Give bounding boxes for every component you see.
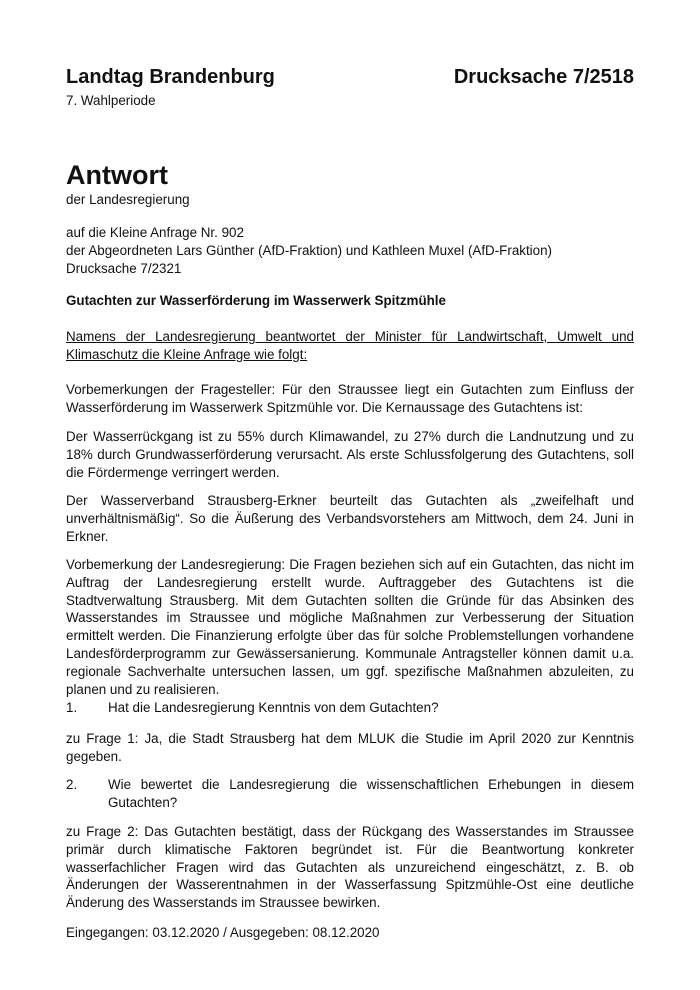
question-1 — [66, 699, 634, 717]
question-text: Hat die Landesregierung Kenntnis von dem Gutachten? — [108, 700, 439, 715]
legislative-period: 7. Wahlperiode — [66, 93, 156, 108]
inquiry-print-number: Drucksache 7/2321 — [66, 260, 182, 276]
water-decline-paragraph: Der Wasserrückgang ist zu 55% durch Klimawandel, zu 27% durch die Landnutzung und zu 18% durch Grundwasserförderung verursacht. Als erste Schlussfolgerung des Gutachtens, soll die Fördermenge verringert werden. — [66, 429, 634, 480]
question-number: 2. — [66, 777, 78, 792]
government-preliminary-remark: Vorbemerkung der Landesregierung: Die Fragen beziehen sich auf ein Gutachten, das nicht im Auftrag der Landesregierung erstellt wurde. Auftraggeber des Gutachtens ist die Stadtverwaltung Strausberg. Mit dem Gutachten sollten die Gründe für das Absinken des Wasserstandes im Straussee und mögliche Maßnahmen zur Verbesserung der Situation ermittelt werden. Die Finanzierung erfolgte über das für solche Problemstellungen vorhandene Landesförderprogramm zur Gewässersanierung. Kommunale Antragsteller können damit u.a. regionale Sachverhalte untersuchen lassen, um ggf. spezifische Maßnahmen abzuleiten, zu planen und zu realisieren. — [66, 557, 634, 697]
inquiry-authors: der Abgeordneten Lars Günther (AfD-Fraktion) und Kathleen Muxel (AfD-Fraktion) — [66, 242, 553, 258]
subject-heading: Gutachten zur Wasserförderung im Wasserwerk Spitzmühle — [66, 293, 446, 308]
water-association-paragraph: Der Wasserverband Strausberg-Erkner beurteilt das Gutachten als „zweifelhaft und unverhältnismäßig“. So die Äußerung des Verbandsvorstehers am Mittwoch, dem 24. Juni in Erkner. — [66, 493, 634, 544]
intro-statement: Namens der Landesregierung beantwortet der Minister für Landwirtschaft, Umwelt und Klimaschutz die Kleine Anfrage wie folgt: — [66, 329, 634, 362]
answer-1: zu Frage 1: Ja, die Stadt Strausberg hat dem MLUK die Studie im April 2020 zur Kenntnis gegeben. — [66, 731, 634, 764]
parliament-name: Landtag Brandenburg — [66, 66, 275, 88]
inquiry-reference — [66, 224, 634, 277]
inquiry-number: auf die Kleine Anfrage Nr. 902 — [66, 225, 244, 240]
questioners-preliminary-remark: Vorbemerkungen der Fragesteller: Für den Straussee liegt ein Gutachten zum Einfluss der Wasserförderung im Wasserwerk Spitzmühle vor. Die Kernaussage des Gutachtens ist: — [66, 382, 634, 415]
document-title: Antwort — [66, 160, 168, 190]
question-text: Wie bewertet die Landesregierung die wissenschaftlichen Erhebungen in diesem Gutachten? — [108, 777, 634, 810]
question-2 — [66, 776, 634, 812]
document-author: der Landesregierung — [66, 192, 190, 207]
receipt-dates: Eingegangen: 03.12.2020 / Ausgegeben: 08.12.2020 — [66, 925, 380, 940]
question-number: 1. — [66, 700, 78, 715]
answer-2: zu Frage 2: Das Gutachten bestätigt, dass der Rückgang des Wasserstandes im Straussee primär durch klimatische Faktoren begründet ist. Für die Beantwortung konkreter wasserfachlicher Fragen wird das Gutachten als unzureichend eingeschätzt, z. B. ob Änderungen der Wasserentnahmen in der Wasserfassung Spitzmühle-Ost eine deutliche Änderung des Wasserstands im Straussee bewirken. — [66, 824, 634, 911]
print-number: Drucksache 7/2518 — [453, 66, 634, 88]
